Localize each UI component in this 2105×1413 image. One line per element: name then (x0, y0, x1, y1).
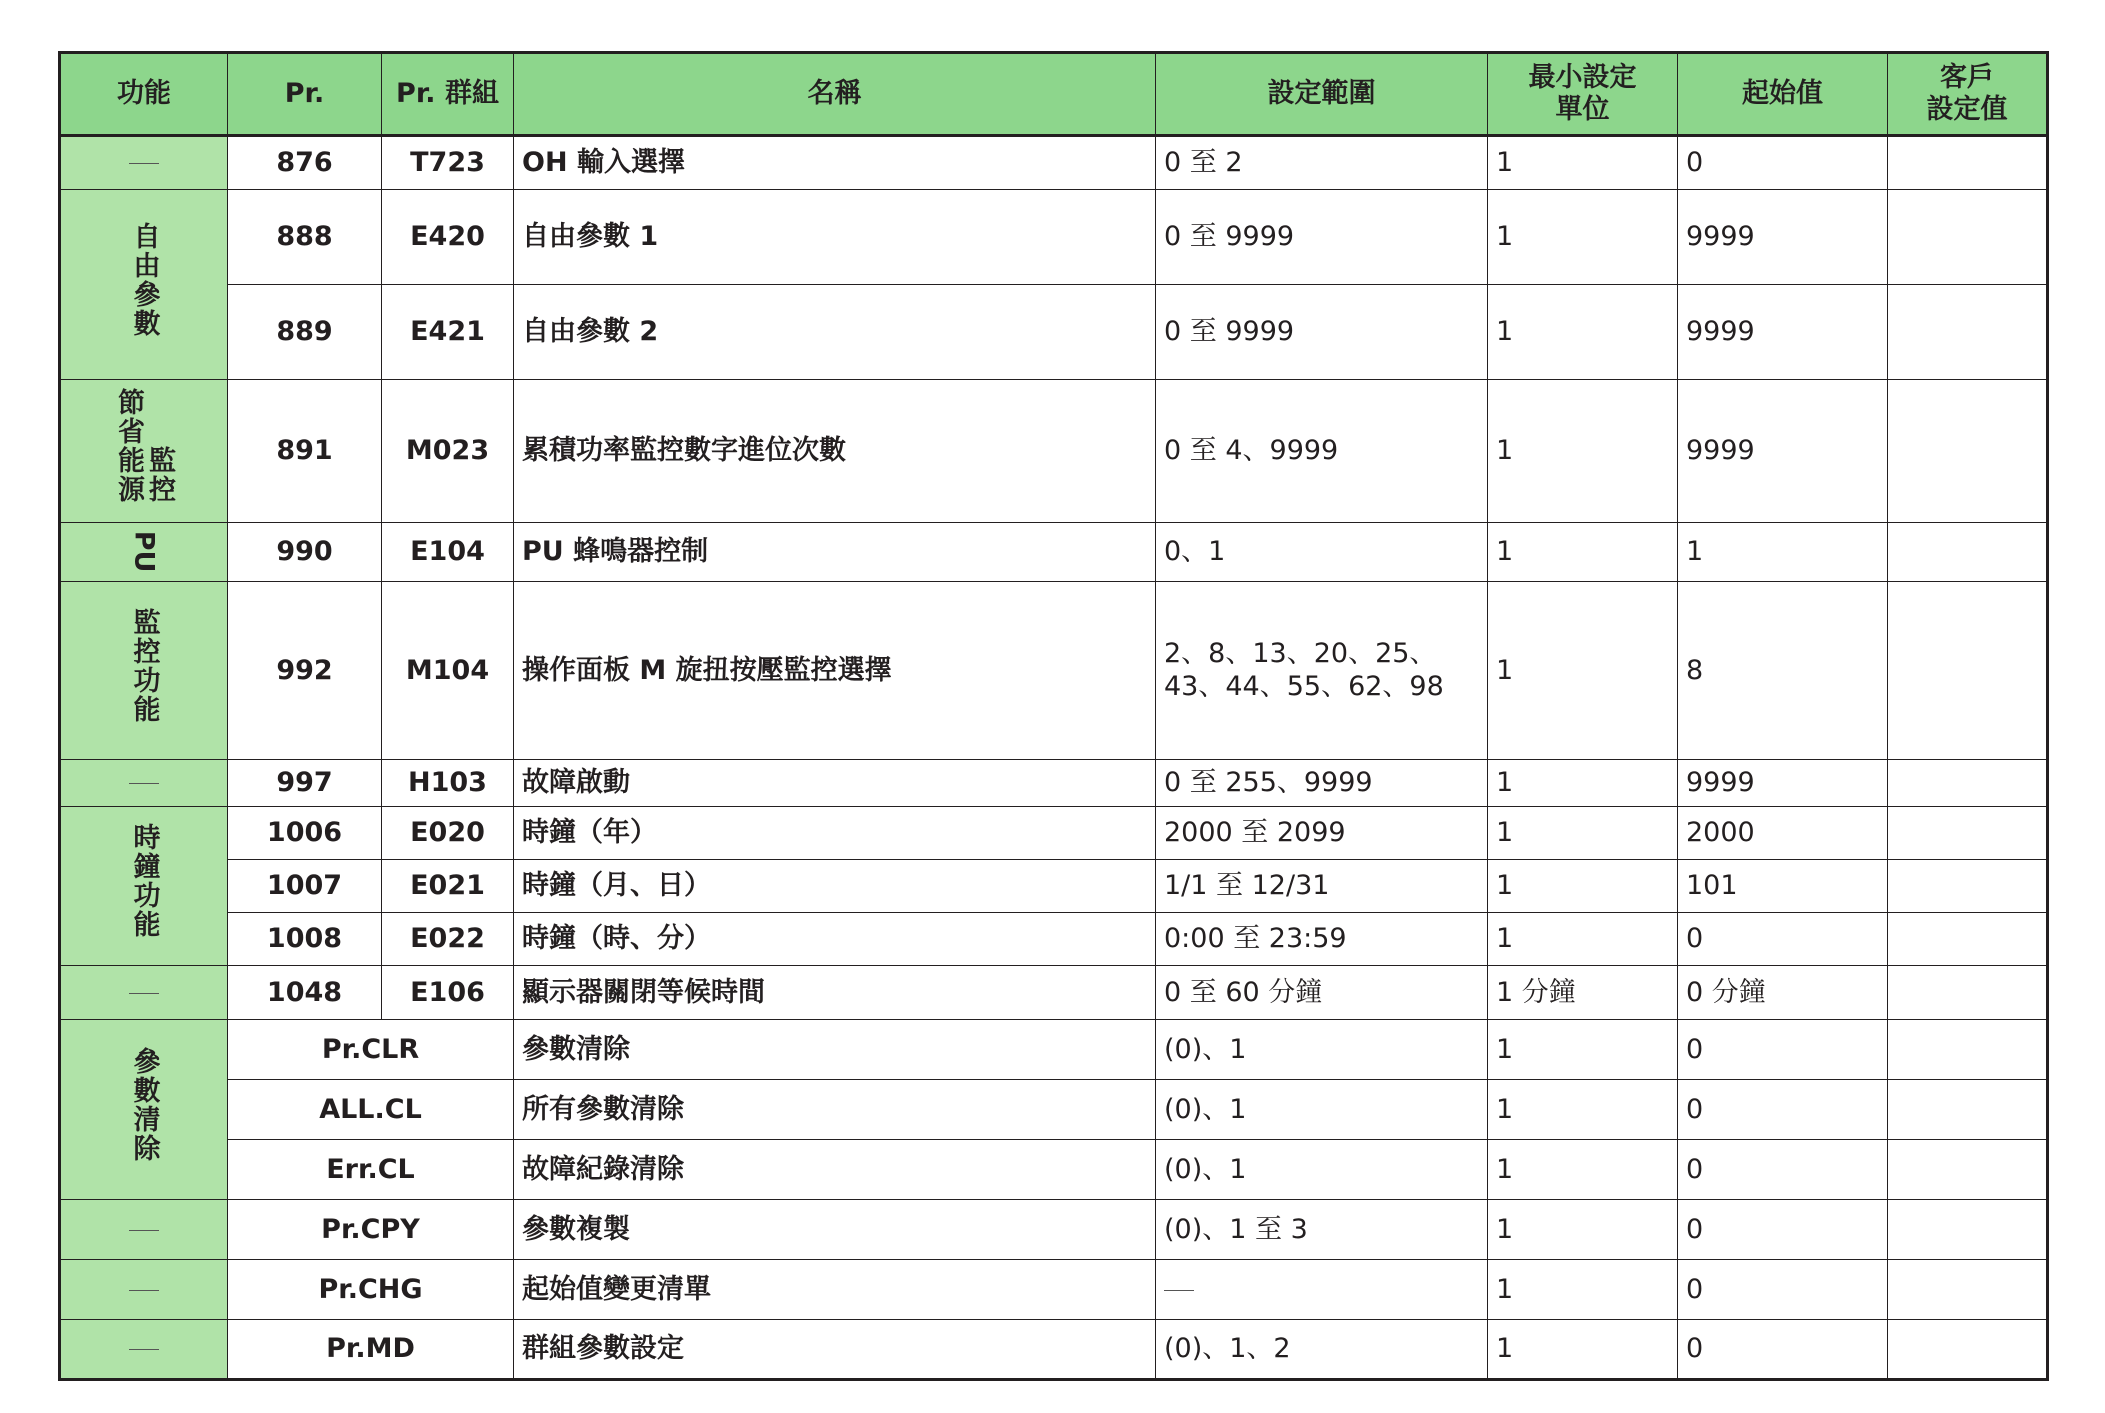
pr-cell: 990 (228, 523, 382, 582)
range-cell: 0 至 9999 (1156, 285, 1488, 380)
table-row (60, 1080, 2048, 1140)
group-cell: M104 (382, 582, 514, 760)
range-cell: 1/1 至 12/31 (1156, 860, 1488, 913)
name-cell: 操作面板 M 旋扭按壓監控選擇 (514, 582, 1156, 760)
customer-cell (1888, 913, 2048, 966)
pr-cell: 1007 (228, 860, 382, 913)
dash-mark (1164, 1290, 1194, 1291)
customer-cell (1888, 1140, 2048, 1200)
function-label: 監控 (144, 446, 176, 505)
header-pr: Pr. (228, 53, 382, 136)
initial-cell: 0 (1678, 1320, 1888, 1380)
unit-cell: 1 (1488, 1080, 1678, 1140)
unit-cell: 1 (1488, 860, 1678, 913)
unit-cell: 1 (1488, 1320, 1678, 1380)
unit-cell: 1 (1488, 380, 1678, 523)
unit-cell: 1 (1488, 1260, 1678, 1320)
pr-cell: 888 (228, 190, 382, 285)
function-cell (60, 1260, 228, 1320)
unit-cell: 1 (1488, 582, 1678, 760)
range-cell: 2000 至 2099 (1156, 807, 1488, 860)
range-cell (1156, 582, 1488, 760)
header-unit (1488, 53, 1678, 136)
header-name: 名稱 (514, 53, 1156, 136)
table-row (60, 285, 2048, 380)
table-row (60, 1200, 2048, 1260)
header-range: 設定範圍 (1156, 53, 1488, 136)
initial-cell: 9999 (1678, 760, 1888, 807)
function-label: 自由參數 (128, 221, 160, 338)
customer-cell (1888, 1320, 2048, 1380)
dash-mark (129, 783, 159, 784)
customer-cell (1888, 1020, 2048, 1080)
pr-cell: Pr.CLR (228, 1020, 514, 1080)
group-cell: E104 (382, 523, 514, 582)
name-cell: PU 蜂鳴器控制 (514, 523, 1156, 582)
customer-cell (1888, 285, 2048, 380)
dash-mark (129, 1230, 159, 1231)
function-cell (60, 1320, 228, 1380)
header-customer (1888, 53, 2048, 136)
header-customer-line1: 客戶 (1940, 61, 1994, 93)
initial-cell: 0 (1678, 1140, 1888, 1200)
range-cell: (0)、1 (1156, 1080, 1488, 1140)
pr-cell: Pr.MD (228, 1320, 514, 1380)
table-row (60, 860, 2048, 913)
range-cell: (0)、1、2 (1156, 1320, 1488, 1380)
table-row (60, 1320, 2048, 1380)
table-row (60, 966, 2048, 1020)
table-row (60, 913, 2048, 966)
pr-cell: 891 (228, 380, 382, 523)
function-cell (60, 966, 228, 1020)
group-cell: E020 (382, 807, 514, 860)
range-cell: 0、1 (1156, 523, 1488, 582)
range-cell: 0 至 9999 (1156, 190, 1488, 285)
initial-cell: 0 (1678, 1020, 1888, 1080)
customer-cell (1888, 582, 2048, 760)
unit-cell: 1 (1488, 136, 1678, 190)
table-row (60, 380, 2048, 523)
name-cell: 參數複製 (514, 1200, 1156, 1260)
pr-cell: 1048 (228, 966, 382, 1020)
range-cell: 0 至 255、9999 (1156, 760, 1488, 807)
group-cell: E021 (382, 860, 514, 913)
unit-cell: 1 (1488, 1020, 1678, 1080)
initial-cell: 101 (1678, 860, 1888, 913)
name-cell: 自由參數 2 (514, 285, 1156, 380)
range-cell: (0)、1 (1156, 1020, 1488, 1080)
range-line1: 2、8、13、20、25、 (1164, 638, 1437, 670)
name-cell: 所有參數清除 (514, 1080, 1156, 1140)
pr-cell: Pr.CHG (228, 1260, 514, 1320)
pr-cell: 992 (228, 582, 382, 760)
function-cell (60, 760, 228, 807)
pr-cell: 889 (228, 285, 382, 380)
function-label: 監控功能 (128, 607, 160, 724)
name-cell: 時鐘（時、分） (514, 913, 1156, 966)
function-label: 節省能源 (113, 388, 144, 505)
header-row (60, 53, 2048, 136)
customer-cell (1888, 860, 2048, 913)
name-cell: OH 輸入選擇 (514, 136, 1156, 190)
initial-cell: 0 (1678, 1200, 1888, 1260)
range-cell: 0 至 4、9999 (1156, 380, 1488, 523)
customer-cell (1888, 807, 2048, 860)
initial-cell: 9999 (1678, 380, 1888, 523)
group-cell: H103 (382, 760, 514, 807)
initial-cell: 1 (1678, 523, 1888, 582)
range-cell: 0 至 60 分鐘 (1156, 966, 1488, 1020)
name-cell: 參數清除 (514, 1020, 1156, 1080)
initial-cell: 9999 (1678, 190, 1888, 285)
customer-cell (1888, 1260, 2048, 1320)
initial-cell: 0 (1678, 136, 1888, 190)
group-cell: T723 (382, 136, 514, 190)
header-function: 功能 (60, 53, 228, 136)
initial-cell: 0 分鐘 (1678, 966, 1888, 1020)
function-label: PU (128, 531, 160, 573)
range-cell: 0 至 2 (1156, 136, 1488, 190)
name-cell: 累積功率監控數字進位次數 (514, 380, 1156, 523)
initial-cell: 8 (1678, 582, 1888, 760)
header-initial: 起始值 (1678, 53, 1888, 136)
unit-cell: 1 (1488, 1200, 1678, 1260)
customer-cell (1888, 1200, 2048, 1260)
unit-cell: 1 (1488, 760, 1678, 807)
table-row (60, 1020, 2048, 1080)
function-label: 時鐘功能 (128, 823, 160, 940)
range-cell: (0)、1 至 3 (1156, 1200, 1488, 1260)
group-cell: E420 (382, 190, 514, 285)
function-cell (60, 380, 228, 523)
function-cell (60, 1200, 228, 1260)
header-unit-line2: 單位 (1555, 94, 1610, 125)
pr-cell: 1008 (228, 913, 382, 966)
name-cell: 起始值變更清單 (514, 1260, 1156, 1320)
header-unit-line1: 最小設定 (1528, 61, 1637, 93)
table-row (60, 582, 2048, 760)
unit-cell: 1 (1488, 190, 1678, 285)
name-cell: 故障紀錄清除 (514, 1140, 1156, 1200)
name-cell: 群組參數設定 (514, 1320, 1156, 1380)
customer-cell (1888, 966, 2048, 1020)
function-cell (60, 523, 228, 582)
group-cell: E022 (382, 913, 514, 966)
pr-cell: 997 (228, 760, 382, 807)
range-cell (1156, 1260, 1488, 1320)
unit-cell: 1 (1488, 523, 1678, 582)
initial-cell: 0 (1678, 1260, 1888, 1320)
dash-mark (129, 993, 159, 994)
table-row (60, 807, 2048, 860)
initial-cell: 2000 (1678, 807, 1888, 860)
function-cell (60, 136, 228, 190)
unit-cell: 1 分鐘 (1488, 966, 1678, 1020)
dash-mark (129, 1290, 159, 1291)
name-cell: 故障啟動 (514, 760, 1156, 807)
customer-cell (1888, 760, 2048, 807)
customer-cell (1888, 523, 2048, 582)
customer-cell (1888, 380, 2048, 523)
function-label: 參數清除 (128, 1046, 160, 1163)
group-cell: E421 (382, 285, 514, 380)
parameter-table (58, 51, 2049, 1381)
initial-cell: 0 (1678, 1080, 1888, 1140)
group-cell: M023 (382, 380, 514, 523)
unit-cell: 1 (1488, 913, 1678, 966)
function-cell (60, 1020, 228, 1200)
pr-cell: 1006 (228, 807, 382, 860)
header-group: Pr. 群組 (382, 53, 514, 136)
pr-cell: 876 (228, 136, 382, 190)
table-row (60, 136, 2048, 190)
dash-mark (129, 1349, 159, 1350)
table-row (60, 523, 2048, 582)
name-cell: 時鐘（月、日） (514, 860, 1156, 913)
initial-cell: 9999 (1678, 285, 1888, 380)
customer-cell (1888, 190, 2048, 285)
pr-cell: Pr.CPY (228, 1200, 514, 1260)
range-cell: (0)、1 (1156, 1140, 1488, 1200)
function-cell (60, 190, 228, 380)
name-cell: 自由參數 1 (514, 190, 1156, 285)
header-customer-line2: 設定值 (1926, 94, 2008, 125)
customer-cell (1888, 136, 2048, 190)
table-row (60, 1140, 2048, 1200)
group-cell: E106 (382, 966, 514, 1020)
unit-cell: 1 (1488, 1140, 1678, 1200)
name-cell: 顯示器關閉等候時間 (514, 966, 1156, 1020)
pr-cell: Err.CL (228, 1140, 514, 1200)
name-cell: 時鐘（年） (514, 807, 1156, 860)
range-cell: 0:00 至 23:59 (1156, 913, 1488, 966)
pr-cell: ALL.CL (228, 1080, 514, 1140)
function-cell (60, 807, 228, 966)
function-cell (60, 582, 228, 760)
initial-cell: 0 (1678, 913, 1888, 966)
range-line2: 43、44、55、62、98 (1164, 670, 1444, 702)
table-row (60, 190, 2048, 285)
unit-cell: 1 (1488, 285, 1678, 380)
customer-cell (1888, 1080, 2048, 1140)
dash-mark (129, 163, 159, 164)
unit-cell: 1 (1488, 807, 1678, 860)
table-row (60, 1260, 2048, 1320)
table-row (60, 760, 2048, 807)
